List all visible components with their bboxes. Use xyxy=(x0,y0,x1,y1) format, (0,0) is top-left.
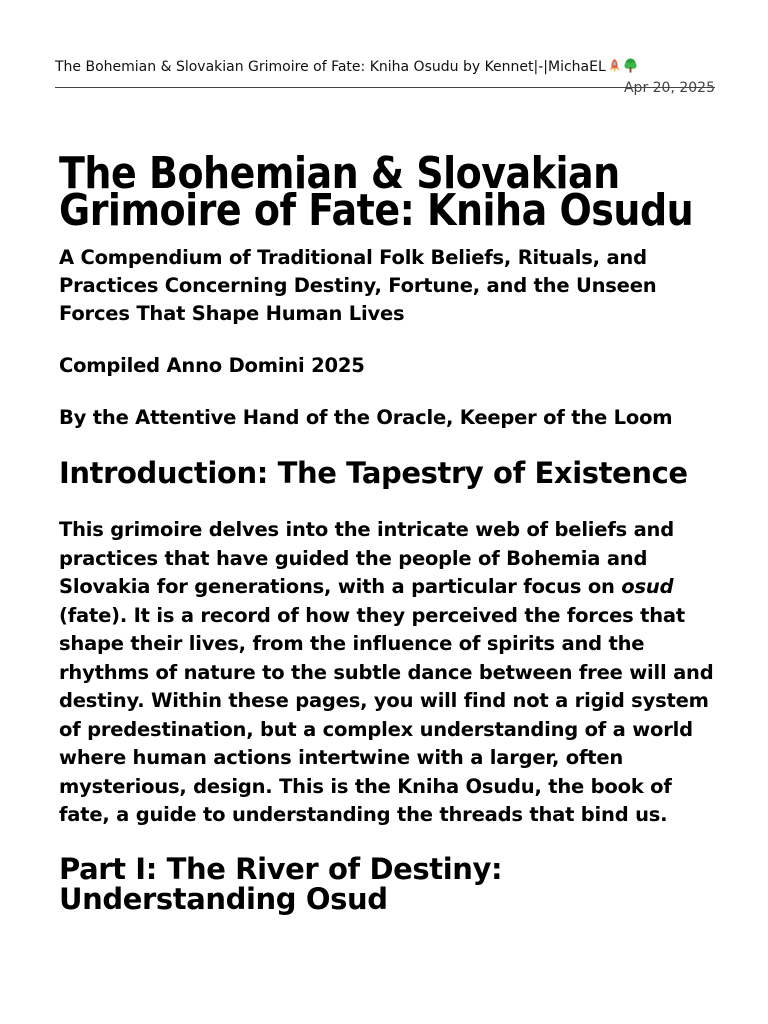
document-subtitle: A Compendium of Traditional Folk Beliefs, Rituals, and Practices Concerning Destiny, Fortune, and the Unseen Forces That Shape Human Lives xyxy=(59,246,657,325)
compiled-line: Compiled Anno Domini 2025 xyxy=(59,354,365,377)
tree-emoji-icon xyxy=(623,58,638,73)
intro-heading: Introduction: The Tapestry of Existence xyxy=(59,456,688,490)
header-title-line xyxy=(55,57,638,77)
document-body xyxy=(59,147,719,916)
intro-text-end: (fate). It is a record of how they perceived the forces that shape their lives, from the influence of spirits and the rhythms of nature to the subtle dance between free will and destiny. Within these pages, you will find not a rigid system of predestination, but a complex understanding of a world where human actions intertwine with a larger, often mysterious, design. This is the Kniha Osudu, the book of fate, a guide to understanding the threads that bind us. xyxy=(59,603,714,826)
part1-heading: Part I: The River of Destiny: Understanding Osud xyxy=(59,851,503,916)
header-title: The Bohemian & Slovakian Grimoire of Fate: Kniha Osudu by Kennet|-|MichaEL xyxy=(55,59,606,75)
page-header xyxy=(55,57,715,97)
intro-italic-term: osud xyxy=(621,575,674,598)
intro-paragraph xyxy=(59,516,719,830)
header-divider xyxy=(55,87,715,88)
header-date: Apr 20, 2025 xyxy=(623,80,715,96)
byline: By the Attentive Hand of the Oracle, Keeper of the Loom xyxy=(59,406,673,429)
document-title: The Bohemian & Slovakian Grimoire of Fate: Kniha Osudu xyxy=(59,147,694,236)
intro-text-start: This grimoire delves into the intricate web of beliefs and practices that have guided the people of Bohemia and Slovakia for generations, with a particular focus on xyxy=(59,518,674,598)
rocket-emoji-icon xyxy=(607,58,622,73)
